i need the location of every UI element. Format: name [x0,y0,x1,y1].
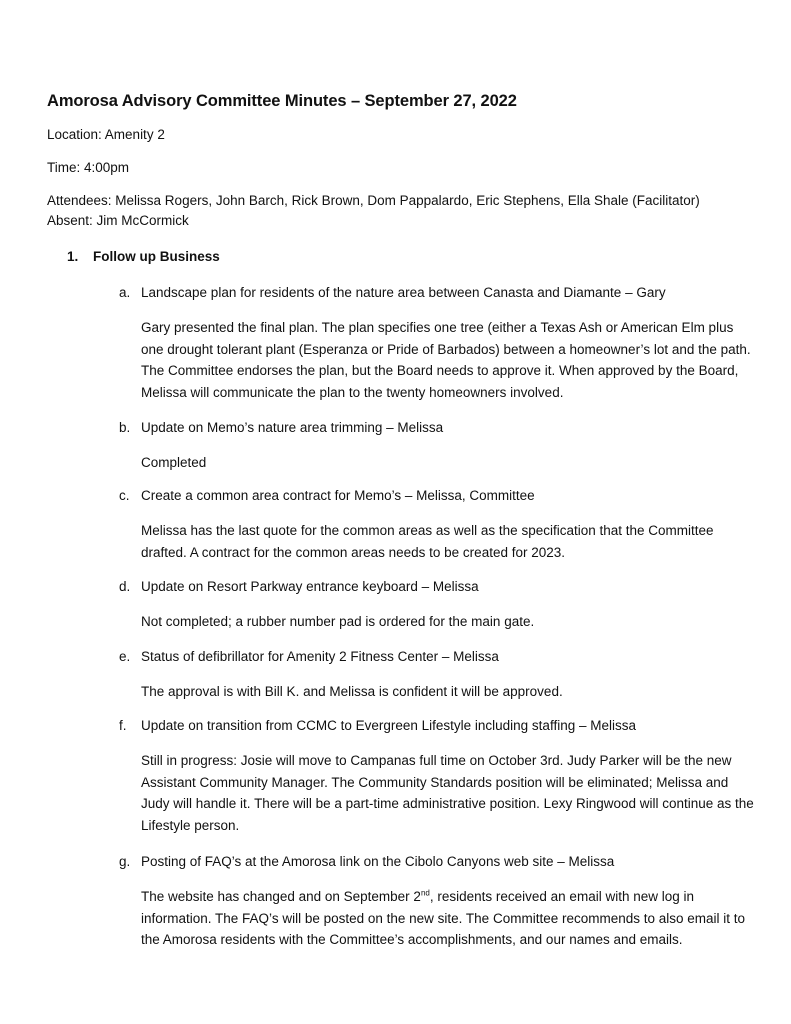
agenda-item-notes: Gary presented the final plan. The plan specifies one tree (either a Texas Ash or American Elm plus one drought tolerant plant (Esperanza or Pride of Barbados) between a homeowner’s lot and the path. The Committee endorses the plan, but the Board needs to approve it. When approved by the Board, Melissa will communicate the plan to the twenty homeowners involved. [141,320,751,400]
agenda-item [119,577,759,633]
item-letter: e. [119,649,131,664]
agenda-item-notes: Still in progress: Josie will move to Campanas full time on October 3rd. Judy Parker will be the new Assistant Community Manager. The Community Standards position will be eliminated; Melissa and Judy will handle it. There will be a part-time administrative position. Lexy Ringwood will continue as the Lifestyle person. [141,753,754,833]
agenda-item-notes: Completed [141,455,207,470]
agenda-item-heading [119,852,759,872]
agenda-item [119,283,759,403]
item-letter: g. [119,854,131,869]
section-heading [67,249,220,264]
agenda-item [119,486,759,563]
agenda-item-heading [119,486,759,506]
ordinal-suffix: nd [420,888,430,898]
agenda-item-notes [119,886,759,951]
item-heading-text: Posting of FAQ’s at the Amorosa link on the Cibolo Canyons web site – Melissa [141,854,615,869]
agenda-item-notes: The approval is with Bill K. and Melissa is confident it will be approved. [141,684,563,699]
attendees-line: Attendees: Melissa Rogers, John Barch, Rick Brown, Dom Pappalardo, Eric Stephens, Ella Shale (Facilitator) [47,193,700,208]
agenda-item-notes: Melissa has the last quote for the common areas as well as the specification that the Committee drafted. A contract for the common areas needs to be created for 2023. [141,523,714,560]
item-heading-text: Status of defibrillator for Amenity 2 Fitness Center – Melissa [141,649,499,664]
item-letter: f. [119,718,127,733]
section-number: 1. [67,249,79,264]
agenda-item [119,418,759,474]
notes-text-end: , residents received an email with new log in information. The FAQ’s will be posted on the new site. The Committee recommends to also email it to the Amorosa residents with the Committee’s accomplishments, and our names and emails. [141,889,746,947]
agenda-item-notes: Not completed; a rubber number pad is ordered for the main gate. [141,614,535,629]
agenda-item-heading [119,647,759,667]
agenda-item-heading [119,577,759,597]
location-line: Location: Amenity 2 [47,127,165,142]
agenda-item [119,716,759,836]
attendance-block [47,191,767,231]
item-heading-text: Update on Memo’s nature area trimming – Melissa [141,420,444,435]
agenda-item-heading [119,283,759,303]
agenda-item [119,647,759,703]
agenda-item-heading [119,418,759,438]
item-letter: c. [119,488,130,503]
time-line: Time: 4:00pm [47,160,130,175]
item-heading-text: Landscape plan for residents of the nature area between Canasta and Diamante – Gary [141,285,666,300]
document-title: Amorosa Advisory Committee Minutes – September 27, 2022 [47,92,517,110]
agenda-item [119,852,759,951]
agenda-item-heading [119,716,759,736]
item-heading-text: Update on Resort Parkway entrance keyboard – Melissa [141,579,479,594]
notes-text-start: The website has changed and on September 2 [141,889,421,904]
item-heading-text: Create a common area contract for Memo’s – Melissa, Committee [141,488,535,503]
item-letter: d. [119,579,131,594]
absent-line: Absent: Jim McCormick [47,213,189,228]
item-letter: a. [119,285,131,300]
item-letter: b. [119,420,131,435]
item-heading-text: Update on transition from CCMC to Evergreen Lifestyle including staffing – Melissa [141,718,636,733]
section-title: Follow up Business [93,249,220,264]
